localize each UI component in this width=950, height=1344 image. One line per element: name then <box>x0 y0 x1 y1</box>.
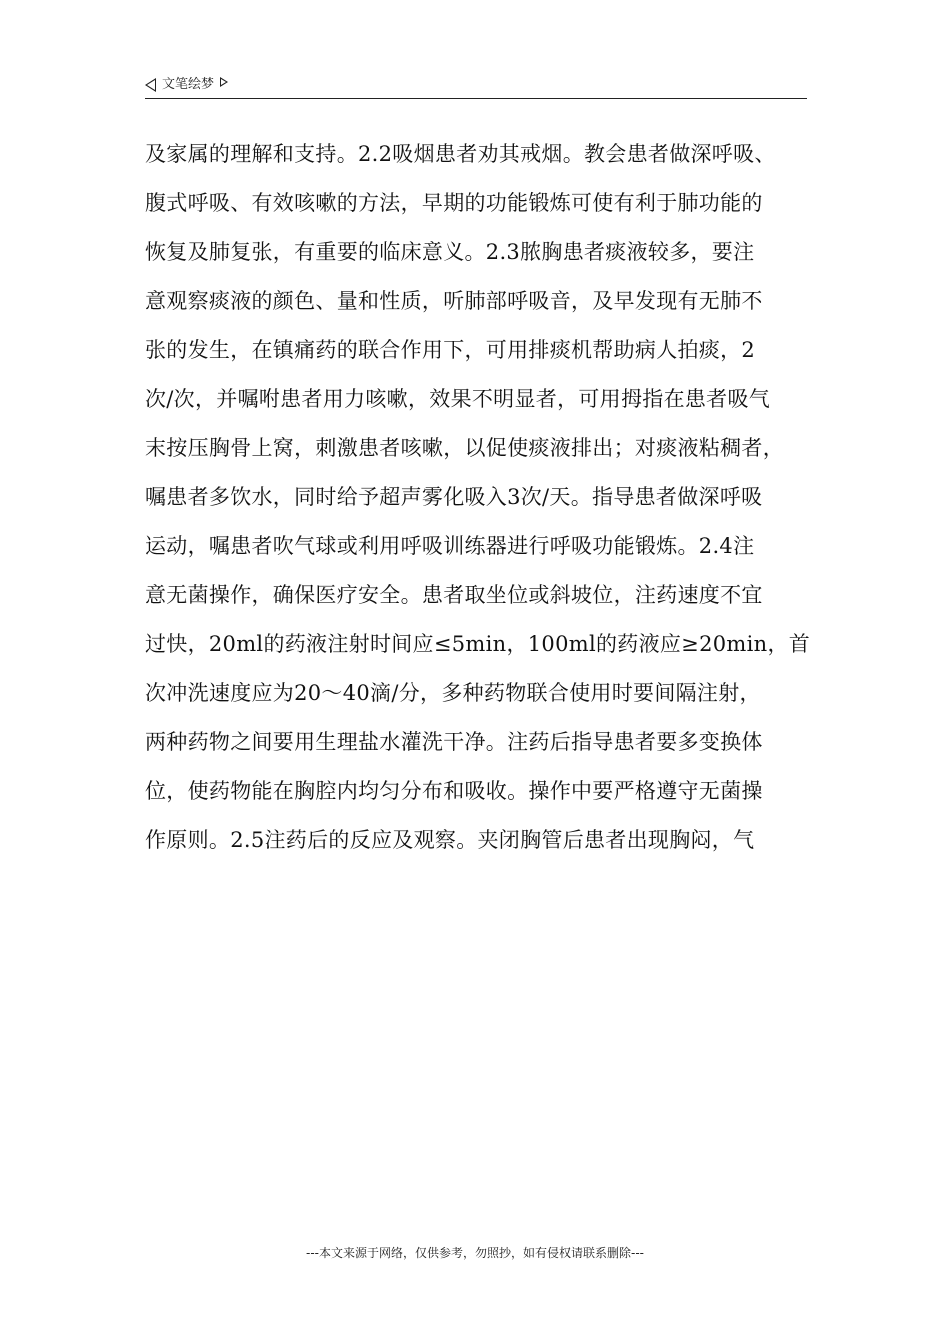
body-line: 作原则。2.5注药后的反应及观察。夹闭胸管后患者出现胸闷，气 <box>145 828 755 852</box>
body-line: 嘱患者多饮水，同时给予超声雾化吸入3次/天。指导患者做深呼吸 <box>145 485 763 509</box>
body-line: 次/次，并嘱咐患者用力咳嗽，效果不明显者，可用拇指在患者吸气 <box>145 387 771 411</box>
body-line: 张的发生，在镇痛药的联合作用下，可用排痰机帮助病人拍痰，2 <box>145 338 756 362</box>
body-line: 恢复及肺复张，有重要的临床意义。2.3脓胸患者痰液较多，要注 <box>145 240 755 264</box>
left-triangle-icon <box>145 78 156 92</box>
body-line: 及家属的理解和支持。2.2吸烟患者劝其戒烟。教会患者做深呼吸、 <box>145 142 776 166</box>
body-line: 腹式呼吸、有效咳嗽的方法，早期的功能锻炼可使有利于肺功能的 <box>145 191 763 215</box>
right-triangle-icon <box>220 77 228 87</box>
page-header <box>145 76 807 99</box>
body-line: 两种药物之间要用生理盐水灌洗干净。注药后指导患者要多变换体 <box>145 730 763 754</box>
body-line: 意无菌操作，确保医疗安全。患者取坐位或斜坡位，注药速度不宜 <box>145 583 763 607</box>
body-line: 过快，20ml的药液注射时间应≤5min，100ml的药液应≥20min，首 <box>145 632 811 656</box>
body-line: 次冲洗速度应为20～40滴/分，多种药物联合使用时要间隔注射， <box>145 681 761 705</box>
body-line: 运动，嘱患者吹气球或利用呼吸训练器进行呼吸功能锻炼。2.4注 <box>145 534 755 558</box>
page-footer: ---本文来源于网络，仅供参考，勿照抄，如有侵权请联系删除--- <box>306 1246 644 1260</box>
body-line: 末按压胸骨上窝，刺激患者咳嗽，以促使痰液排出；对痰液粘稠者， <box>145 436 784 460</box>
header-brand: 文笔绘梦 <box>162 77 215 92</box>
header-brand-row <box>145 76 807 94</box>
document-body <box>145 130 809 865</box>
body-line: 意观察痰液的颜色、量和性质，听肺部呼吸音，及早发现有无肺不 <box>145 289 763 313</box>
body-line: 位，使药物能在胸腔内均匀分布和吸收。操作中要严格遵守无菌操 <box>145 779 763 803</box>
